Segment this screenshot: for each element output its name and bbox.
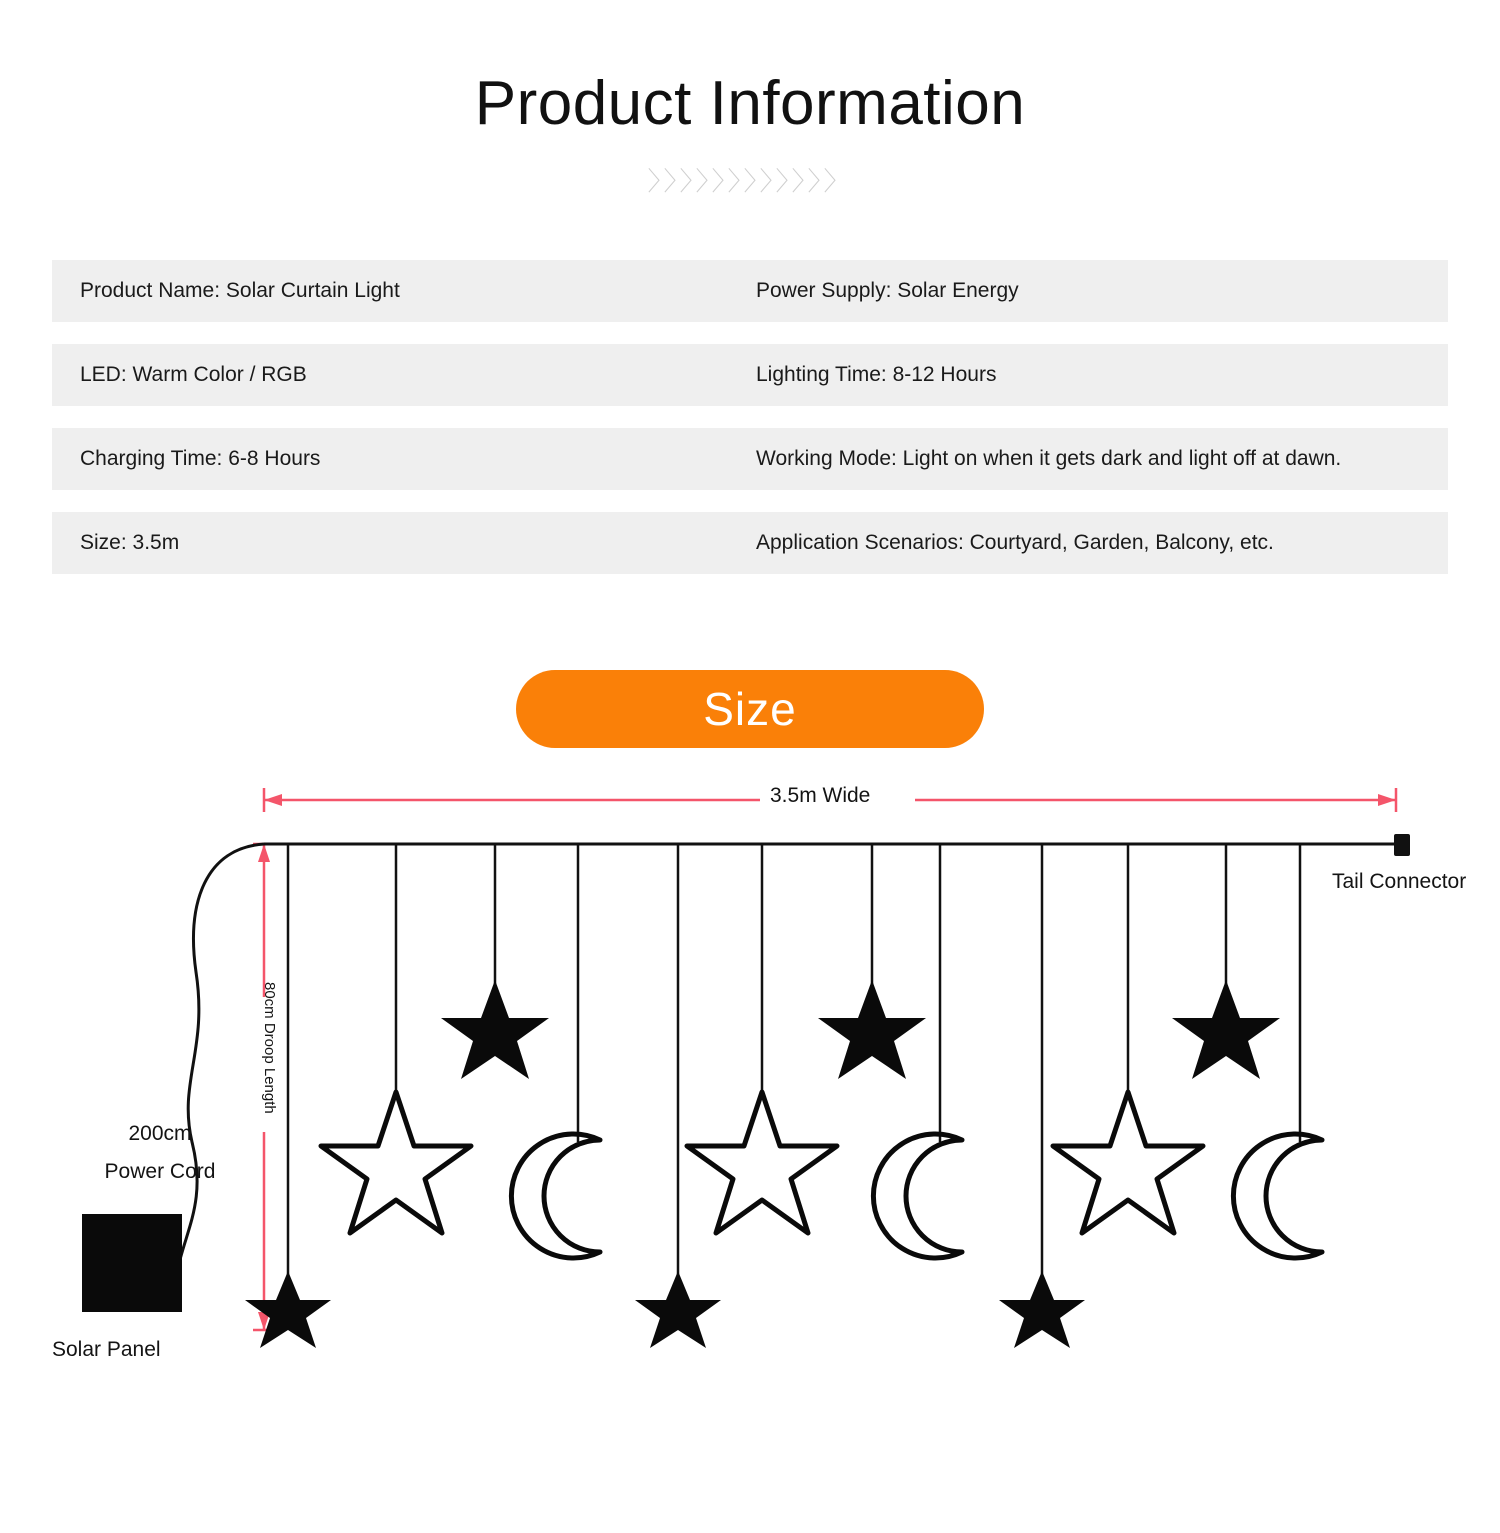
spec-product-name: Product Name: Solar Curtain Light [80, 279, 400, 302]
table-row [52, 260, 1448, 322]
spec-power-supply: Power Supply: Solar Energy [756, 279, 1019, 302]
moon-icon-group [511, 1134, 1322, 1258]
spec-lighting-time: Lighting Time: 8-12 Hours [756, 363, 997, 386]
power-cord-label-line1: 200cm [128, 1122, 192, 1145]
solar-panel-icon [82, 1214, 182, 1312]
page-title: Product Information [474, 69, 1026, 138]
star-icon-outline-group [321, 1092, 1203, 1233]
spec-charging-time: Charging Time: 6-8 Hours [80, 447, 321, 470]
droop-length-label: 80cm Droop Length [261, 982, 278, 1114]
curtain-light-illustration [0, 782, 1500, 1402]
size-section-header [0, 670, 1500, 748]
table-row [52, 344, 1448, 406]
size-diagram [0, 782, 1500, 1402]
star-icon-solid-upper-group [441, 980, 1280, 1079]
solar-panel-label: Solar Panel [52, 1338, 161, 1361]
power-cord [176, 844, 264, 1280]
tail-connector-icon [1394, 834, 1410, 856]
table-row [52, 512, 1448, 574]
spec-working-mode: Working Mode: Light on when it gets dark and light off at dawn. [756, 447, 1342, 470]
bottom-edge-strip [0, 1525, 1500, 1533]
power-cord-label-line2: Power Cord [104, 1160, 216, 1183]
chevron-decoration: 〉〉〉〉〉〉〉〉〉〉〉〉 [647, 166, 853, 196]
spec-application-scenarios: Application Scenarios: Courtyard, Garden, Balcony, etc. [756, 531, 1274, 554]
table-row [52, 428, 1448, 490]
star-icon-solid-group [245, 1271, 1085, 1348]
width-label: 3.5m Wide [770, 784, 871, 807]
tail-connector-label: Tail Connector [1332, 870, 1467, 893]
spec-size: Size: 3.5m [80, 531, 180, 554]
size-banner-label: Size [516, 670, 984, 748]
specification-table [52, 260, 1448, 574]
spec-led: LED: Warm Color / RGB [80, 363, 307, 386]
